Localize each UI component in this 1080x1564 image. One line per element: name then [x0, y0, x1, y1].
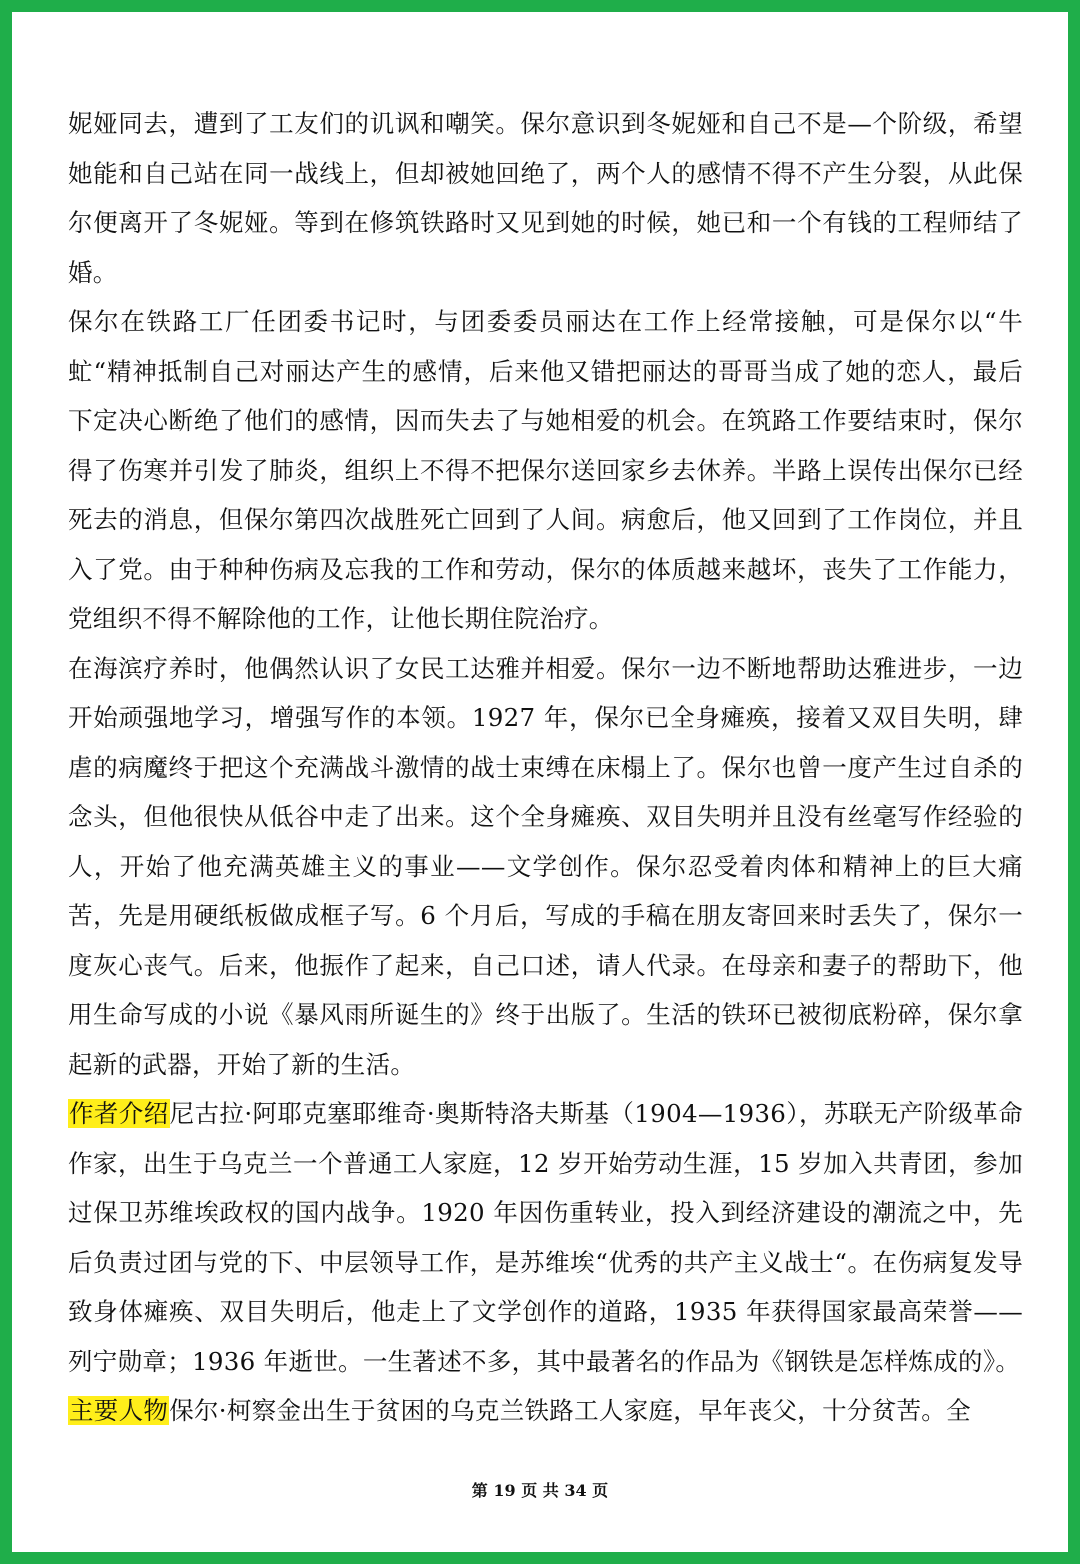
- main-characters-paragraph: [68, 1386, 1023, 1436]
- paragraph-1: 妮娅同去，遭到了工友们的讥讽和嘲笑。保尔意识到冬妮娅和自己不是—个阶级，希望她能和自己站在同一战线上，但却被她回绝了，两个人的感情不得不产生分裂，从此保尔便离开了冬妮娅。等到在修筑铁路时又见到她的时候，她已和一个有钱的工程师结了婚。: [68, 109, 1023, 287]
- main-characters-label: 主要人物: [69, 1396, 169, 1425]
- paragraph-3: 在海滨疗养时，他偶然认识了女民工达雅并相爱。保尔一边不断地帮助达雅进步，一边开始顽强地学习，增强写作的本领。1927 年，保尔已全身瘫痪，接着又双目失明，肆虐的病魔终于把这个充满战斗激情的战士束缚在床榻上了。保尔也曾一度产生过自杀的念头，但他很快从低谷中走了出来。这个全身瘫痪、双目失明并且没有丝毫写作经验的人，开始了他充满英雄主义的事业——文学创作。保尔忍受着肉体和精神上的巨大痛苦，先是用硬纸板做成框子写。6 个月后，写成的手稿在朋友寄回来时丢失了，保尔一度灰心丧气。后来，他振作了起来，自己口述，请人代录。在母亲和妻子的帮助下，他用生命写成的小说《暴风雨所诞生的》终于出版了。生活的铁环已被彻底粉碎，保尔拿起新的武器，开始了新的生活。: [68, 653, 1023, 1079]
- author-intro-label: 作者介绍: [69, 1099, 169, 1128]
- author-intro-text: 尼古拉·阿耶克塞耶维奇·奥斯特洛夫斯基（1904—1936），苏联无产阶级革命作家，出生于乌克兰一个普通工人家庭，12 岁开始劳动生涯，15 岁加入共青团，参加过保卫苏维埃政权的国内战争。1920 年因伤重转业，投入到经济建设的潮流之中，先后负责过团与党的下、中层领导工作，是苏维埃“优秀的共产主义战士“。在伤病复发导致身体瘫痪、双目失明后，他走上了文学创作的道路，1935 年获得国家最高荣誉——列宁勋章；1936 年逝世。一生著述不多，其中最著名的作品为《钢铁是怎样炼成的》。: [68, 1099, 1023, 1376]
- author-intro-paragraph: [68, 1089, 1023, 1386]
- document-body: [68, 99, 1023, 1436]
- page-number-footer: 第 19 页 共 34 页: [471, 1481, 609, 1500]
- paragraph-2: 保尔在铁路工厂任团委书记时，与团委委员丽达在工作上经常接触，可是保尔以“牛虻“精神抵制自己对丽达产生的感情，后来他又错把丽达的哥哥当成了她的恋人，最后下定决心断绝了他们的感情，因而失去了与她相爱的机会。在筑路工作要结束时，保尔得了伤寒并引发了肺炎，组织上不得不把保尔送回家乡去休养。半路上误传出保尔已经死去的消息，但保尔第四次战胜死亡回到了人间。病愈后，他又回到了工作岗位，并且入了党。由于种种伤病及忘我的工作和劳动，保尔的体质越来越坏，丧失了工作能力，党组织不得不解除他的工作，让他长期住院治疗。: [68, 307, 1023, 633]
- main-characters-text: 保尔·柯察金出生于贫困的乌克兰铁路工人家庭，早年丧父，十分贫苦。全: [169, 1396, 971, 1425]
